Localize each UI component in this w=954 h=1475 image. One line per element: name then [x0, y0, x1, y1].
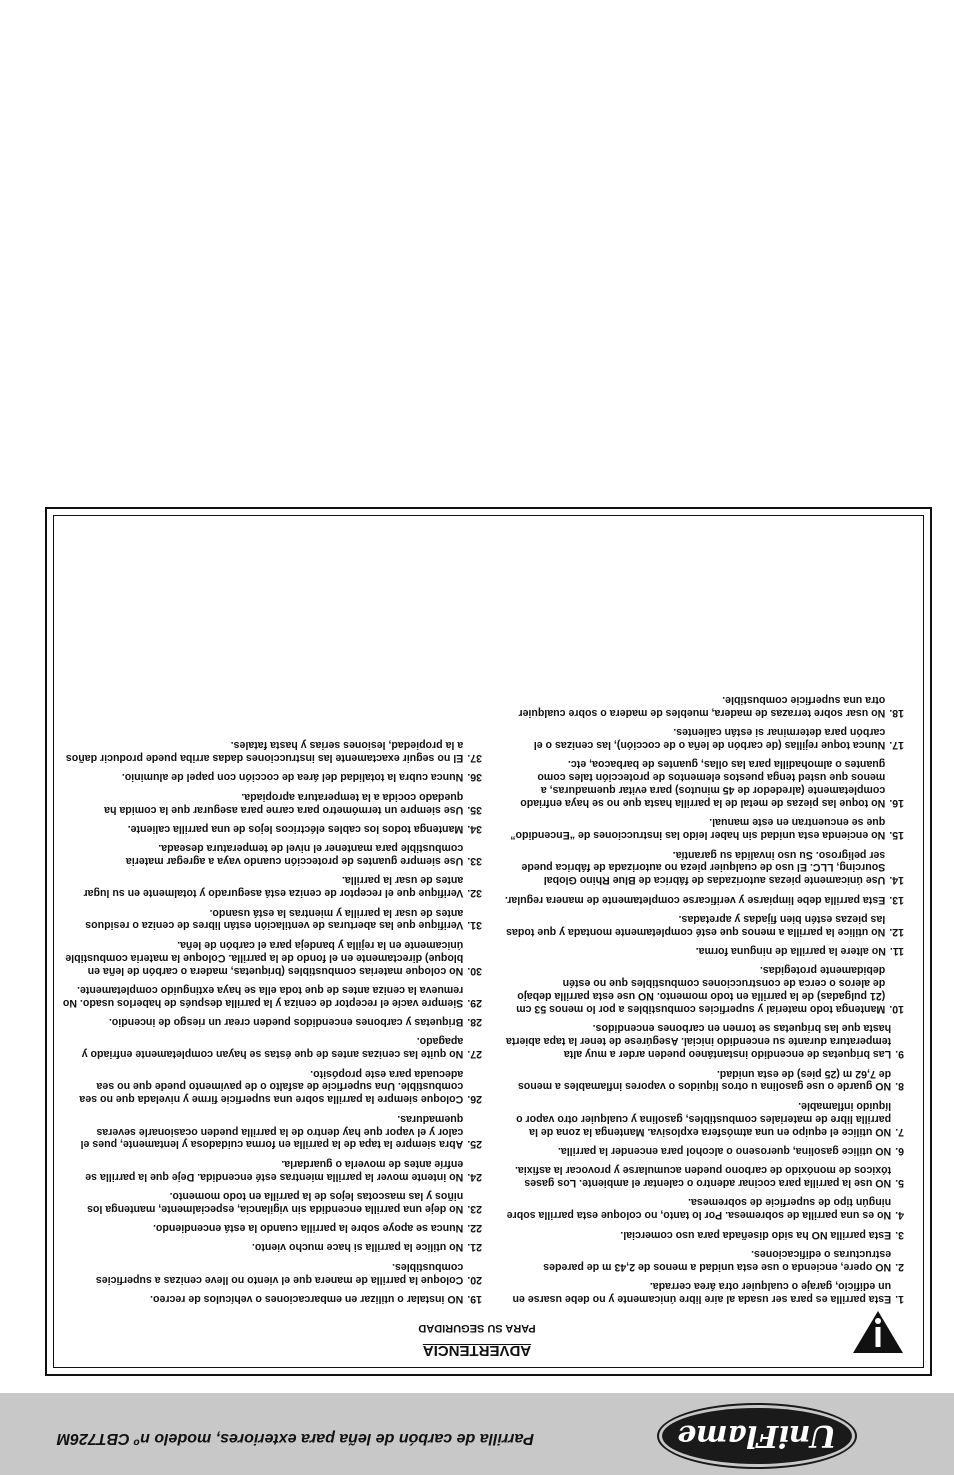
warning-item-number: 1.: [895, 1293, 904, 1305]
warning-item-text: No utilice la parrilla a menos que esté completamente montada y que todas las piezas estén bien fijadas y apretadas.: [506, 912, 886, 938]
warning-item-number: 34.: [467, 822, 482, 835]
warning-item-number: 11.: [889, 945, 904, 958]
warning-item: [504, 1022, 904, 1061]
warning-item-number: 5.: [895, 1177, 904, 1190]
warning-item: [62, 1034, 482, 1060]
warning-item: [62, 1067, 482, 1106]
warning-item-number: 23.: [467, 1202, 482, 1215]
warning-item-text: Nunca se apoye sobre la parrilla cuando la está encendiendo.: [153, 1222, 464, 1235]
warning-item-text: NO instalar o utilizar en embarcaciones o vehículos de recreo.: [150, 1293, 464, 1305]
warning-item: [504, 893, 904, 906]
warning-list-right: [62, 732, 482, 1305]
warning-item: [504, 1228, 904, 1241]
warning-item: [504, 964, 904, 1016]
warning-item-number: 17.: [889, 739, 904, 752]
warning-item-number: 21.: [467, 1241, 482, 1254]
warning-item-text: Verifique que las aberturas de ventilación están libres de ceniza o residuos antes de usar la parrilla y mientras la está usando.: [85, 906, 464, 932]
warning-item-number: 20.: [467, 1273, 482, 1286]
warning-item-number: 13.: [889, 893, 904, 906]
warning-item-text: NO utilice el equipo en una atmósfera explosiva. Mantenga la zona de la parrilla libre de materiales combustibles, gasolina y cualquier otro vapor o líquido inflamable.: [516, 1099, 892, 1138]
warning-item-text: No encienda esta unidad sin haber leído las instrucciones de “Encendido” que se encuentran en este manual.: [510, 816, 886, 842]
warning-item: [62, 873, 482, 899]
warning-item-text: No toque las piezas de metal de la parrilla hasta que no se haya enfriado completamente (alrededor de 45 minutos) para evitar quemaduras, a menos que usted tenga puestos elementos de protección tales como guantes o almohadilla para las ollas, guantes de barbacoa, etc.: [520, 758, 886, 810]
warning-item-text: NO utilice gasolina, queroseno o alcohol para encender la parrilla.: [557, 1144, 892, 1157]
warning-item: [62, 822, 482, 835]
document-title: Parrilla de carbón de leña para exteriores, modelo nº CBT726M: [56, 1430, 534, 1447]
warning-item: [62, 790, 482, 816]
warning-item: [504, 725, 904, 751]
warning-item-text: NO use la parrilla para cocinar adentro o calentar el ambiente. Los gases tóxicos de monóxido de carbono pueden acumularse y provocar la asfixia.: [514, 1164, 892, 1190]
warning-item-number: 35.: [467, 803, 482, 816]
warning-item-number: 10.: [889, 1003, 904, 1016]
warning-item-text: Mantenga todo material y superficies combustibles a por lo menos 53 cm (21 pulgadas) de la parrilla en todo momento. NO use esta parrilla debajo de aleros o cerca de construcciones combustibles que no estén debidamente protegidas.: [516, 964, 886, 1016]
warning-item-text: Nunca cubra la totalidad del área de cocción con papel de aluminio.: [121, 771, 464, 784]
warning-item-number: 33.: [467, 855, 482, 868]
warning-item-number: 14.: [889, 874, 904, 887]
warning-item-text: Verifique que el receptor de ceniza está asegurado y totalmente en su lugar antes de usar la parrilla.: [83, 874, 464, 900]
warning-item-number: 29.: [467, 996, 482, 1009]
warning-item-number: 3.: [895, 1228, 904, 1241]
warning-item-number: 32.: [467, 887, 482, 900]
warning-item-text: Briquetas y carbones encendidos pueden crear un riesgo de incendio.: [108, 1016, 464, 1029]
warning-item-text: No coloque materias combustibles (briquetas, madera o carbón de leña en bloque) directamente en el fondo de la parrilla. Coloque la materia combustible únicamente en la rejilla y bandeja para el carbón de leña.: [65, 938, 464, 977]
warning-item: [62, 1292, 482, 1305]
warning-item-text: No deje una parrilla encendida sin vigilancia, especialmente, mantenga los niños y las mascotas lejos de la parrilla en todo momento.: [87, 1190, 464, 1215]
warning-item: [62, 841, 482, 867]
warning-item-text: NO opere, encienda o use esta unidad a menos de 2,43 m de paredes estructuras o edificaciones.: [543, 1247, 892, 1273]
warning-item-text: No utilice la parrilla si hace mucho viento.: [251, 1241, 464, 1254]
warning-item: [504, 1144, 904, 1157]
warning-item: [62, 1189, 482, 1215]
warning-item: [62, 1112, 482, 1151]
warning-item: [504, 944, 904, 957]
warning-item-number: 25.: [467, 1138, 482, 1151]
warning-item-number: 37.: [467, 752, 482, 765]
warning-item-number: 12.: [889, 925, 904, 938]
warning-item-number: 9.: [895, 1048, 904, 1061]
warning-item-text: Coloque siempre la parrilla sobre una superficie firme y nivelada que no sea combustible. Una superficie de asfalto o de pavimento puede que no sea adecuada para este propósito.: [79, 1067, 464, 1106]
warning-item-number: 6.: [895, 1144, 904, 1157]
warning-item-text: Esta parrilla debe limpiarse y verificarse completamente de manera regular.: [504, 893, 886, 906]
warning-item: [62, 1157, 482, 1183]
logo-text: UniFlame: [677, 1418, 837, 1454]
warning-item-number: 31.: [467, 919, 482, 932]
warning-item-text: Nunca toque rejillas (de carbón de leña o de cocción), las cenizas o el carbón para determinar si están calientes.: [533, 726, 886, 752]
warning-item: [62, 983, 482, 1009]
warning-title: ADVERTENCIA: [422, 1342, 532, 1359]
warning-item-number: 26.: [467, 1093, 482, 1106]
warning-item: [504, 848, 904, 887]
warning-item-number: 15.: [889, 829, 904, 842]
warning-item-number: 19.: [467, 1293, 482, 1305]
warning-subtitle: PARA SU SEGURIDAD: [418, 1322, 536, 1334]
warning-item: [62, 906, 482, 932]
warning-item-number: 36.: [467, 771, 482, 784]
warning-item-number: 4.: [895, 1209, 904, 1222]
warning-item: [504, 1247, 904, 1273]
warning-item: [504, 1195, 904, 1221]
warning-item-text: Coloque la parrilla de manera que el viento no lleve cenizas a superficies combustibles.: [95, 1260, 464, 1286]
warning-item-number: 27.: [467, 1048, 482, 1061]
warning-item-number: 24.: [467, 1170, 482, 1183]
warning-item: [62, 1015, 482, 1028]
warning-item-text: No es una parrilla de sobremesa. Por lo tanto, no coloque esta parrilla sobre ningún tipo de superficie de sobremesa.: [506, 1196, 892, 1222]
warning-item-text: NO guarde o use gasolina u otros líquidos o vapores inflamables a menos de 7,62 m (25 pies) de esta unidad.: [517, 1067, 892, 1093]
warning-item-number: 7.: [895, 1125, 904, 1138]
warning-item: [62, 738, 482, 764]
warning-item-number: 8.: [895, 1080, 904, 1093]
warning-item-number: 18.: [889, 706, 904, 719]
warning-item: [504, 1163, 904, 1189]
warning-item-text: Use únicamente piezas autorizadas de fábrica de Blue Rhino Global Sourcing, LLC. El uso de cualquier pieza no autorizada de fábrica puede ser peligroso. Su uso invalida su garantía.: [521, 848, 886, 887]
warning-item: [504, 1067, 904, 1093]
warning-item-number: 30.: [467, 964, 482, 977]
warning-item: [504, 757, 904, 809]
header-band: [0, 1393, 954, 1475]
warning-item-text: Abra siempre la tapa de la parrilla en forma cuidadosa y lentamente, pues el calor y el vapor que hay dentro de la parrilla pueden ocasionarle severas quemaduras.: [80, 1112, 464, 1151]
warning-item-text: Siempre vacíe el receptor de ceniza y la parrilla después de haberlos usado. No remueva la ceniza antes de que toda ella se haya extinguido completamente.: [62, 983, 464, 1009]
warning-item: [62, 770, 482, 783]
warning-item: [62, 1221, 482, 1234]
warning-item-number: 22.: [467, 1222, 482, 1235]
warning-item-text: Las briquetas de encendido instantáneo pueden arder a muy alta temperatura durante su encendido inicial. Asegúrese de tener la tapa abierta hasta que las briquetas se tornen en carbones encendidos.: [505, 1022, 892, 1061]
uniflame-logo: [662, 1408, 852, 1464]
warning-item-text: Esta parrilla es para ser usada al aire libre únicamente y no debe usarse en un edificio, garaje o cualquier otra área cerrada.: [512, 1280, 892, 1305]
warning-item-number: 16.: [889, 797, 904, 810]
warning-item: [504, 1279, 904, 1305]
warning-list-left: [504, 687, 904, 1305]
warning-item-text: El no seguir exactamente las instrucciones dadas arriba puede producir daños a la propiedad, lesiones serias y hasta fatales.: [65, 739, 464, 765]
warning-item: [504, 912, 904, 938]
warning-item: [504, 815, 904, 841]
warning-item-text: Use siempre guantes de protección cuando vaya a agregar materia combustible para mantener el nivel de temperatura deseada.: [125, 842, 464, 868]
warning-item: [62, 938, 482, 977]
warning-item-text: No altere la parrilla de ninguna forma.: [695, 945, 886, 958]
warning-item-text: Mantenga todos los cables eléctricos lejos de una parrilla caliente.: [127, 822, 464, 835]
warning-item-text: No usar sobre terrazas de madera, muebles de madera o sobre cualquier otra una superficie combustible.: [518, 693, 886, 719]
warning-item: [62, 1241, 482, 1254]
warning-item-number: 28.: [467, 1016, 482, 1029]
warning-item: [62, 1260, 482, 1286]
warning-item-number: 2.: [895, 1260, 904, 1273]
warning-item-text: No quite las cenizas antes de que éstas se hayan completamente enfriado y apagado.: [81, 1035, 464, 1061]
warning-item-text: No intente mover la parrilla mientras esté encendida. Deje que la parrilla se enfríe antes de moverla o guardarla.: [85, 1157, 464, 1183]
warning-item-text: Use siempre un termómetro para carne para asegurar que la comida ha quedado cocida a la temperatura apropiada.: [104, 790, 464, 816]
warning-item: [504, 1099, 904, 1138]
warning-item-text: Esta parrilla NO ha sido diseñada para uso comercial.: [620, 1228, 892, 1241]
warning-item: [504, 693, 904, 719]
